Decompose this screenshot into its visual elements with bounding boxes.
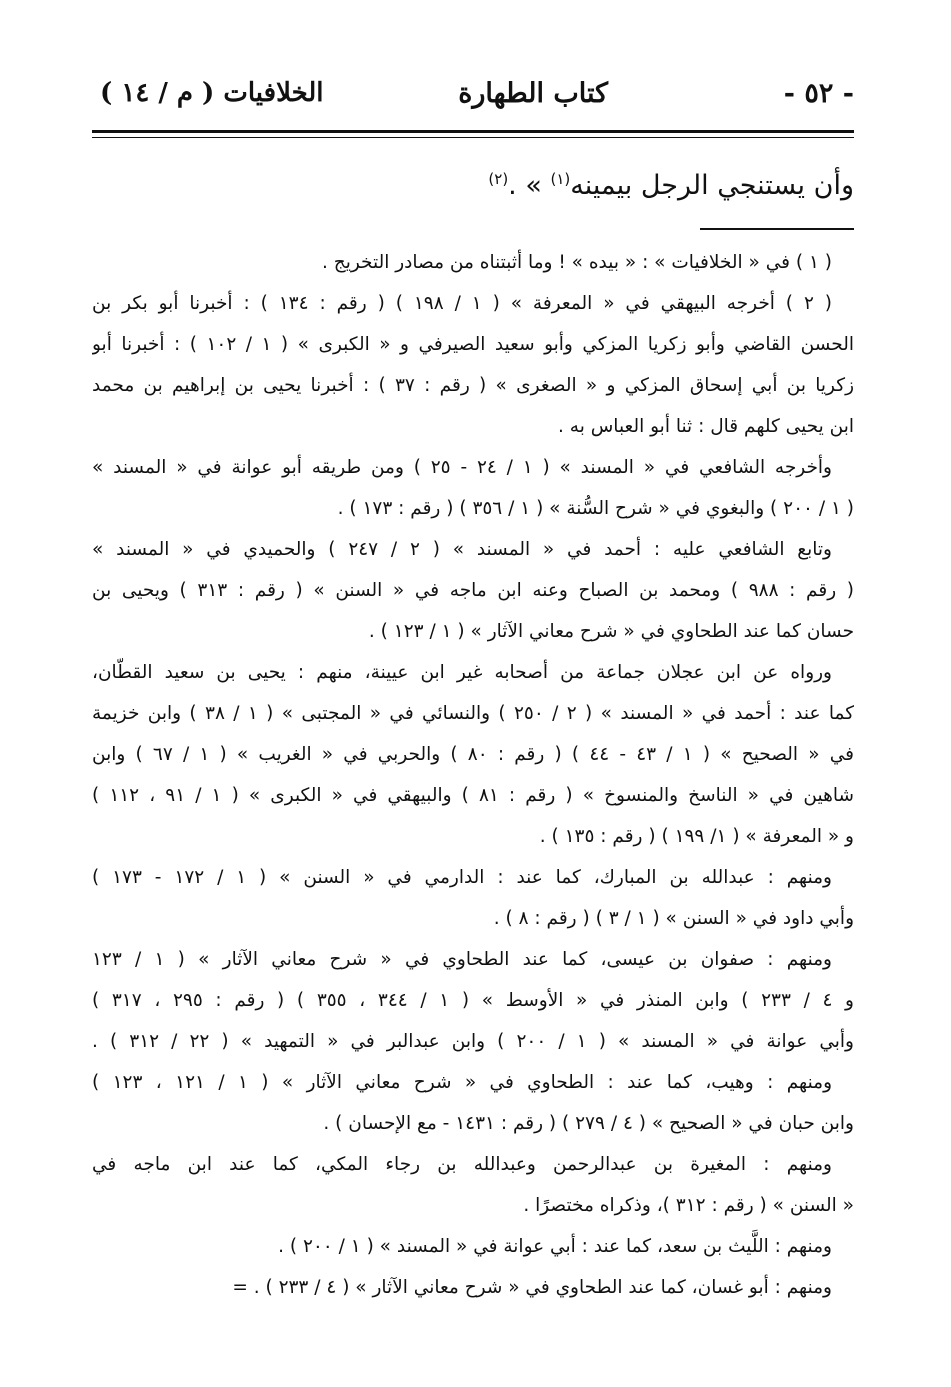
footnote-ref-2: (٢) (488, 170, 509, 188)
page-number: - ٥٢ - (783, 78, 854, 109)
header-rule-thin (92, 137, 854, 138)
footnote-line: ومنهم : وهيب، كما عند : الطحاوي في « شرح معاني الآثار » ( ١ / ١٢١ ، ١٢٣ ) (92, 1072, 832, 1093)
footnote-line: ورواه عن ابن عجلان جماعة من أصحابه غير ابن عيينة، منهم : يحيى بن سعيد القطّان، (92, 662, 832, 683)
footnote-line: زكريا بن أبي إسحاق المزكي و « الصغرى » ( رقم : ٣٧ ) : أخبرنا يحيى بن إبراهيم بن محمد (92, 375, 854, 396)
footnote-line: ومنهم : صفوان بن عيسى، كما عند الطحاوي في « شرح معاني الآثار » ( ١ / ١٢٣ (92, 949, 832, 970)
footnote-line: وأبي داود في « السنن » ( ١ / ٣ ) ( رقم : ٨ ) . (493, 908, 854, 929)
footnote-line: « السنن » ( رقم : ٣١٢ )، وذكراه مختصرًا . (523, 1195, 854, 1216)
footnote-line: وأبي عوانة في « المسند » ( ١ / ٢٠٠ ) وابن عبدالبر في « التمهيد » ( ٢٢ / ٣١٢ ) . (92, 1031, 854, 1052)
footnotes (92, 242, 854, 1308)
footnote-line: كما عند : أحمد في « المسند » ( ٢ / ٢٥٠ ) والنسائي في « المجتبى » ( ١ / ٣٨ ) وابن خزيمة (92, 703, 854, 724)
main-text-line (488, 170, 854, 201)
footnote-line: ( ١ ) في « الخلافيات » : « بيده » ! وما أثبتناه من مصادر التخريج . (322, 252, 832, 273)
footnote-line: ( ٢ ) أخرجه البيهقي في « المعرفة » ( ١ / ١٩٨ ) ( رقم : ١٣٤ ) : أخبرنا أبو بكر بن (92, 293, 833, 314)
footnote-line: ( ١ / ٢٠٠ ) والبغوي في « شرح السُّنة » ( ١ / ٣٥٦ ) ( رقم : ١٧٣ ) . (337, 498, 854, 519)
header-rule-thick (92, 130, 854, 133)
main-text: وأن يستنجي الرجل بيمينه (570, 170, 854, 201)
footnote-line: في « الصحيح » ( ١ / ٤٣ - ٤٤ ) ( رقم : ٨٠ ) والحربي في « الغريب » ( ١ / ٦٧ ) وابن (92, 744, 854, 765)
footnote-line: و ٤ / ٢٣٣ ) وابن المنذر في « الأوسط » ( ١ / ٣٤٤ ، ٣٥٥ ) ( رقم : ٢٩٥ ، ٣١٧ ) (92, 990, 854, 1011)
footnote-line: شاهين في « الناسخ والمنسوخ » ( رقم : ٨١ ) والبيهقي في « الكبرى » ( ١ / ٩١ ، ١١٢ ) (92, 785, 854, 806)
footnote-line: ومنهم : أبو غسان، كما عند الطحاوي في « شرح معاني الآثار » ( ٤ / ٢٣٣ ) . = (232, 1277, 832, 1298)
footnote-line: ومنهم : المغيرة بن عبدالرحمن وعبدالله بن رجاء المكي، كما عند ابن ماجه في (92, 1154, 832, 1175)
footnote-line: وابن حبان في « الصحيح » ( ٤ / ٢٧٩ ) ( رقم : ١٤٣١ - مع الإحسان ) . (323, 1113, 854, 1134)
footnote-ref-1: (١) (550, 170, 571, 188)
footnote-line: وأخرجه الشافعي في « المسند » ( ١ / ٢٤ - ٢٥ ) ومن طريقه أبو عوانة في « المسند » (92, 457, 832, 478)
footnote-line: حسان كما عند الطحاوي في « شرح معاني الآثار » ( ١ / ١٢٣ ) . (368, 621, 854, 642)
book-title: كتاب الطهارة (458, 78, 608, 109)
running-header (92, 78, 854, 122)
footnote-line: ( رقم : ٩٨٨ ) ومحمد بن الصباح وعنه ابن ماجه في « السنن » ( رقم : ٣١٣ ) ويحيى بن (92, 580, 854, 601)
volume-label: الخلافيات ( م / ١٤ ) (100, 78, 324, 108)
footnote-separator (700, 228, 854, 230)
footnote-line: الحسن القاضي وأبو زكريا المزكي وأبو سعيد الصيرفي و « الكبرى » ( ١ / ١٠٢ ) : أخبرنا أبو (92, 334, 854, 355)
footnote-line: و « المعرفة » ( ١/ ١٩٩ ) ( رقم : ١٣٥ ) . (539, 826, 854, 847)
footnote-line: ابن يحيى كلهم قال : ثنا أبو العباس به . (558, 416, 854, 437)
footnote-line: ومنهم : اللَّيث بن سعد، كما عند : أبي عوانة في « المسند » ( ١ / ٢٠٠ ) . (278, 1236, 832, 1257)
footnote-line: ومنهم : عبدالله بن المبارك، كما عند : الدارمي في « السنن » ( ١ / ١٧٢ - ١٧٣ ) (92, 867, 832, 888)
main-text-tail: » . (508, 170, 551, 201)
footnote-line: وتابع الشافعي عليه : أحمد في « المسند » ( ٢ / ٢٤٧ ) والحميدي في « المسند » (92, 539, 832, 560)
